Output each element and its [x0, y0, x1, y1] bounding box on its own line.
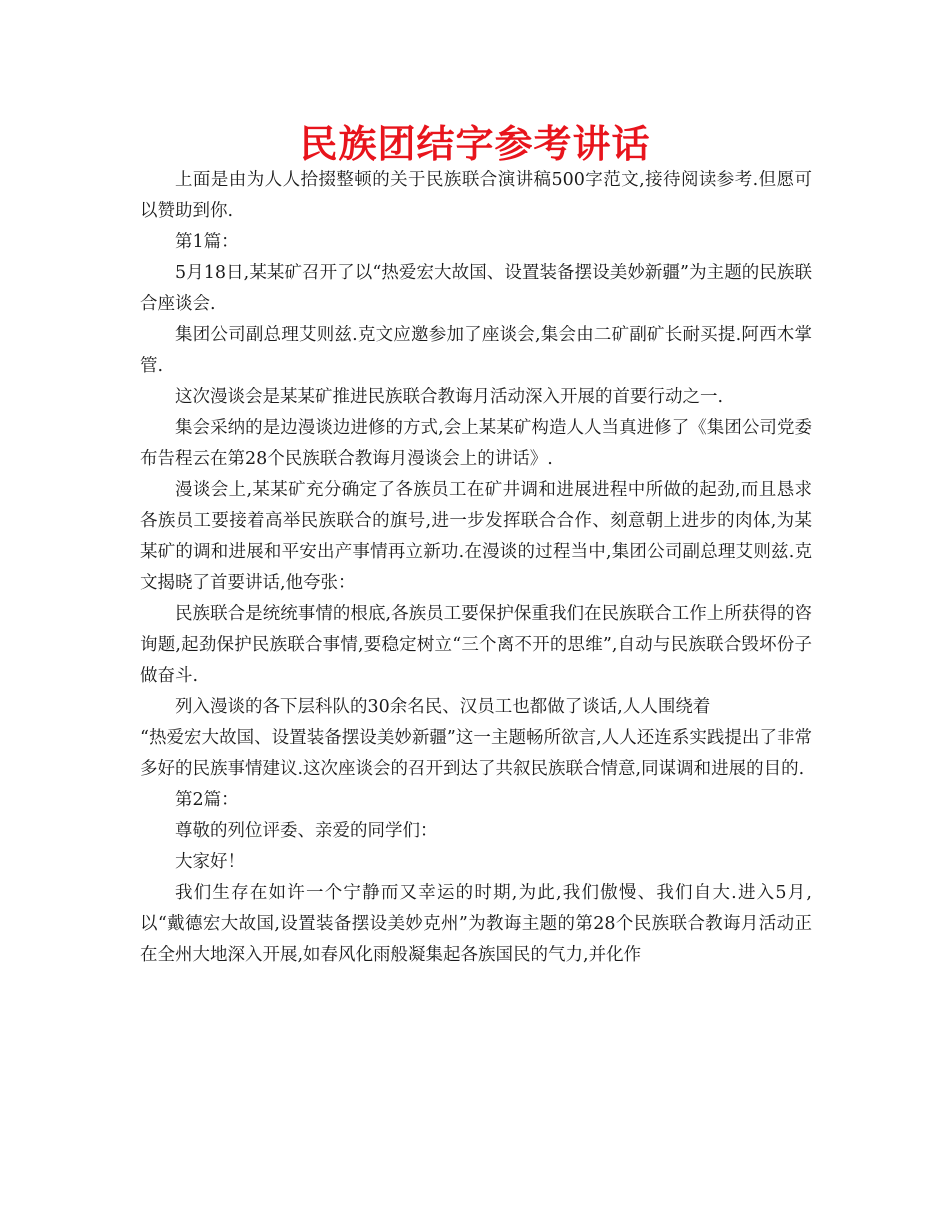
- paragraph: 列入漫谈的各下层科队的30余名民、汉员工也都做了谈话,人人围绕着: [175, 697, 711, 717]
- paragraph: 民族联合是统统事情的根底,各族员工要保护保重我们在民族联合工作上所获得的咨询题,起劲保护民族联合事情,要稳定树立“三个离不开的思维”,自动与民族联合毁坏份子做奋斗.: [140, 604, 812, 686]
- paragraph: 集会采纳的是边漫谈边进修的方式,会上某某矿构造人人当真进修了《集团公司党委布告程云在第28个民族联合教诲月漫谈会上的讲话》.: [140, 418, 812, 469]
- document-title: 民族团结字参考讲话: [299, 122, 651, 166]
- paragraph: 5月18日,某某矿召开了以“热爱宏大故国、设置装备摆设美妙新疆”为主题的民族联合座谈会.: [140, 263, 812, 314]
- paragraph: 集团公司副总理艾则兹.克文应邀参加了座谈会,集会由二矿副矿长耐买提.阿西木掌管.: [140, 325, 812, 376]
- paragraph: 漫谈会上,某某矿充分确定了各族员工在矿井调和进展进程中所做的起劲,而且恳求各族员工要接着高举民族联合的旗号,进一步发挥联合合作、刻意朝上进步的肉体,为某某矿的调和进展和平安出产事情再立新功.在漫谈的过程当中,集团公司副总理艾则兹.克文揭晓了首要讲话,他夸张：: [140, 480, 812, 593]
- paragraph: 上面是由为人人拾掇整顿的关于民族联合演讲稿500字范文,接待阅读参考.但愿可以赞助到你.: [140, 170, 812, 221]
- document-body: [140, 165, 812, 971]
- salutation: 尊敬的列位评委、亲爱的同学们：: [175, 821, 438, 841]
- greeting: 大家好！: [175, 852, 245, 872]
- section-heading: 第2篇：: [175, 790, 239, 810]
- section-heading: 第1篇：: [175, 232, 239, 252]
- paragraph: “热爱宏大故国、设置装备摆设美妙新疆”这一主题畅所欲言,人人还连系实践提出了非常多好的民族事情建议.这次座谈会的召开到达了共叙民族联合情意,同谋调和进展的目的.: [140, 728, 812, 779]
- paragraph: 我们生存在如许一个宁静而又幸运的时期,为此,我们傲慢、我们自大.进入5月,以“戴德宏大故国,设置装备摆设美妙克州”为教诲主题的第28个民族联合教诲月活动正在全州大地深入开展,如春风化雨般凝集起各族国民的气力,并化作: [140, 883, 812, 965]
- paragraph: 这次漫谈会是某某矿推进民族联合教诲月活动深入开展的首要行动之一.: [175, 387, 724, 407]
